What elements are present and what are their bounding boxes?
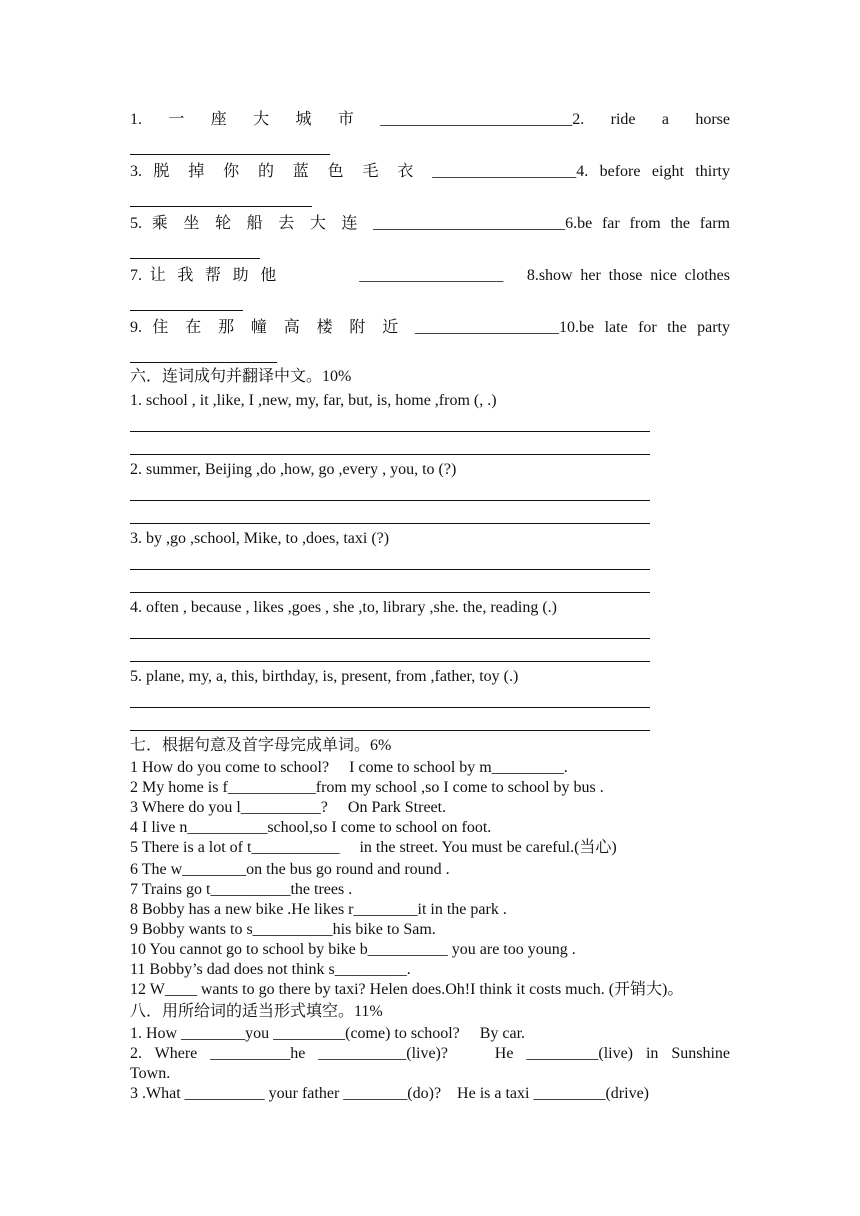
section-heading-7: 七．根据句意及首字母完成单词。6% xyxy=(130,737,392,754)
word-item-4: 4 I live n__________school,so I come to school on foot. xyxy=(130,819,492,836)
translation-item-1: 1. 一 座 大 城 市 ________________________2. ride a horse xyxy=(130,111,730,128)
word-item-9: 9 Bobby wants to s__________his bike to Sam. xyxy=(130,921,436,938)
word-item-2: 2 My home is f___________from my school ,so I come to school by bus . xyxy=(130,779,604,796)
word-item-12: 12 W____ wants to go there by taxi? Helen does.Oh!I think it costs much. (开销大)。 xyxy=(130,981,684,998)
word-item-11: 11 Bobby’s dad does not think s_________. xyxy=(130,961,411,978)
answer-line xyxy=(130,258,260,259)
fill-item-2: 2. Where __________he ___________(live)? He _________(live) in Sunshine xyxy=(130,1045,730,1062)
sentence-item-1: 1. school , it ,like, I ,new, my, far, but, is, home ,from (, .) xyxy=(130,392,497,409)
answer-line xyxy=(130,707,650,708)
answer-line xyxy=(130,362,277,363)
word-item-3: 3 Where do you l__________? On Park Street. xyxy=(130,799,447,816)
answer-line xyxy=(130,431,650,432)
word-item-6: 6 The w________on the bus go round and round . xyxy=(130,861,450,878)
sentence-item-3: 3. by ,go ,school, Mike, to ,does, taxi (?) xyxy=(130,530,390,547)
sentence-item-5: 5. plane, my, a, this, birthday, is, present, from ,father, toy (.) xyxy=(130,668,519,685)
word-item-5: 5 There is a lot of t___________ in the street. You must be careful.(当心) xyxy=(130,839,617,856)
answer-line xyxy=(130,569,650,570)
fill-item-3: 3 .What __________ your father ________(do)? He is a taxi _________(drive) xyxy=(130,1085,649,1102)
answer-line xyxy=(130,500,650,501)
word-item-7: 7 Trains go t__________the trees . xyxy=(130,881,353,898)
answer-line xyxy=(130,310,243,311)
word-item-10: 10 You cannot go to school by bike b__________ you are too young . xyxy=(130,941,576,958)
answer-line xyxy=(130,592,650,593)
translation-item-7: 7. 让 我 帮 助 他 __________________ 8.show her those nice clothes xyxy=(130,267,730,284)
word-item-1: 1 How do you come to school? I come to school by m_________. xyxy=(130,759,568,776)
translation-item-9: 9. 住 在 那 幢 高 楼 附 近 __________________10.be late for the party xyxy=(130,319,730,336)
translation-item-5: 5. 乘 坐 轮 船 去 大 连 ________________________6.be far from the farm xyxy=(130,215,730,232)
answer-line xyxy=(130,730,650,731)
sentence-item-2: 2. summer, Beijing ,do ,how, go ,every , you, to (?) xyxy=(130,461,457,478)
fill-item-1: 1. How ________you _________(come) to school? By car. xyxy=(130,1025,526,1042)
translation-item-3: 3. 脱 掉 你 的 蓝 色 毛 衣 __________________4. before eight thirty xyxy=(130,163,730,180)
answer-line xyxy=(130,206,312,207)
answer-line xyxy=(130,154,330,155)
word-item-8: 8 Bobby has a new bike .He likes r________it in the park . xyxy=(130,901,507,918)
answer-line xyxy=(130,523,650,524)
sentence-item-4: 4. often , because , likes ,goes , she ,to, library ,she. the, reading (.) xyxy=(130,599,557,616)
section-heading-6: 六．连词成句并翻译中文。10% xyxy=(130,368,352,385)
fill-item-2-continued: Town. xyxy=(130,1065,171,1082)
answer-line xyxy=(130,638,650,639)
section-heading-8: 八．用所给词的适当形式填空。11% xyxy=(130,1003,383,1020)
answer-line xyxy=(130,454,650,455)
answer-line xyxy=(130,661,650,662)
